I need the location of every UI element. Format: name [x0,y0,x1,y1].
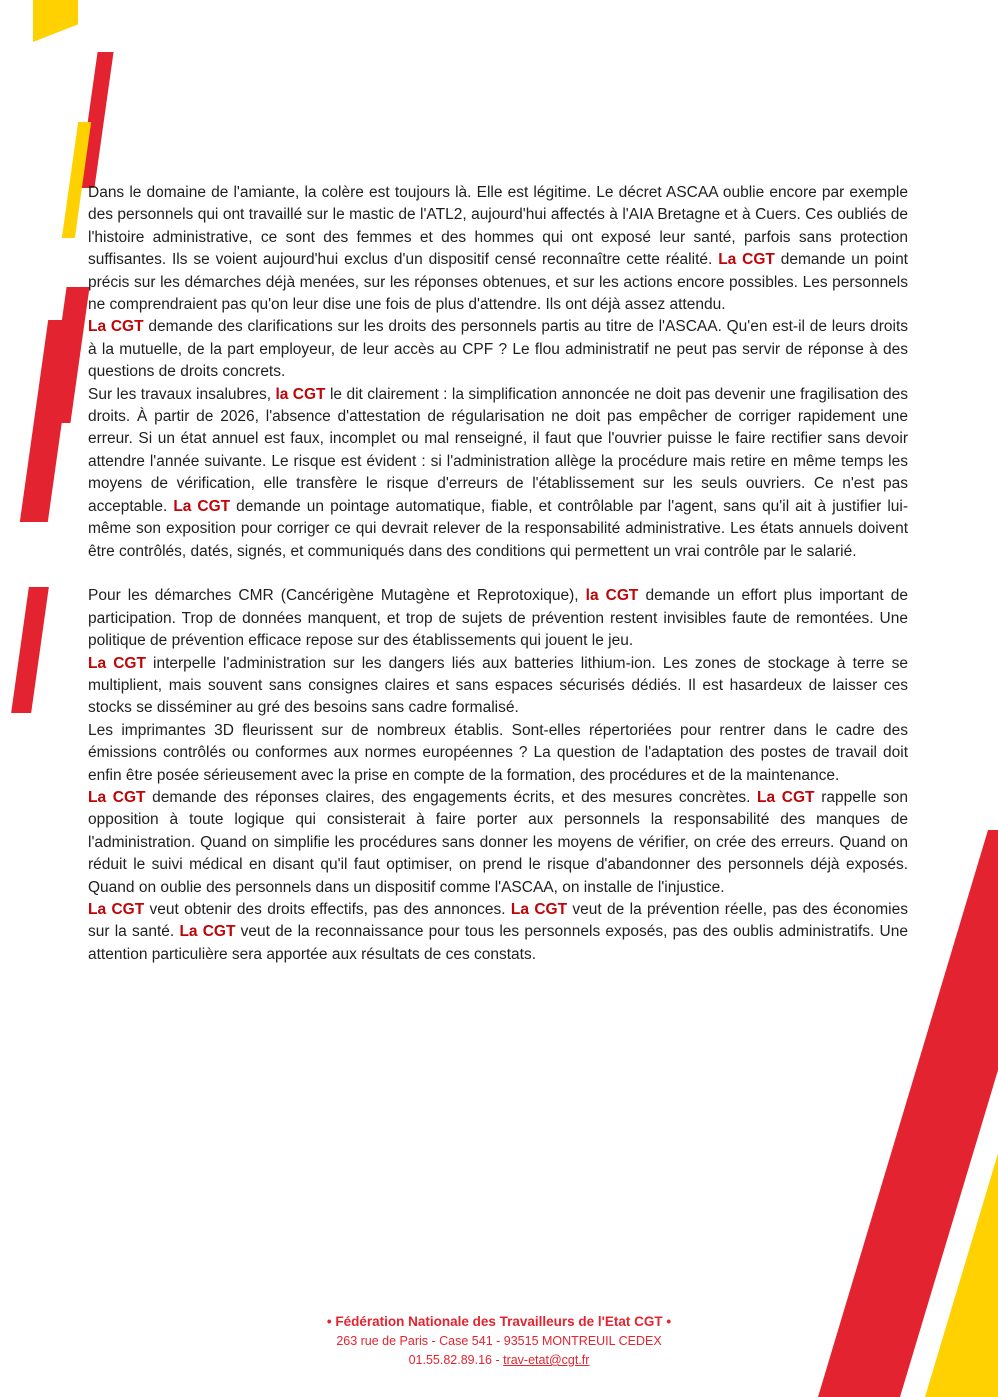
document-body [88,182,908,966]
paragraph [88,653,908,720]
paragraph [88,899,908,966]
text-run: demande un pointage automatique, fiable, et contrôlable par l'agent, sans qu'il ait à justifier lui-même son exposition pour corriger ce qui devrait relever de la responsabilité administrative. Les états annuels doivent être contrôlés, datés, signés, et communiqués dans des conditions qui permettent un vrai contrôle par le salarié. [88,497,908,560]
text-run: demande un effort plus important de participation. Trop de données manquent, et trop de sujets de prévention restent invisibles faute de remontées. Une politique de prévention efficace repose sur des établissements qui jouent le jeu. [88,587,909,650]
text-run: Les imprimantes 3D fleurissent sur de nombreux établis. Sont-elles répertoriées pour rentrer dans le cadre des émissions contrôlés ou conformes aux normes européennes ? La question de l'adaptation des postes de travail doit enfin être posée sérieusement avec la prise en compte de la formation, des procédures et de la maintenance. [88,721,908,784]
cgt-emphasis: La CGT [718,251,775,269]
paragraph [88,182,908,316]
text-run: veut obtenir des droits effectifs, pas des annonces. [144,900,511,918]
deco-red-slash-4 [11,587,49,713]
cgt-emphasis: La CGT [179,923,236,941]
cgt-emphasis: la CGT [585,587,639,605]
text-run: veut de la prévention réelle, pas des économies sur la santé. [88,900,909,941]
text-run: Pour les démarches CMR (Cancérigène Mutagène et Reprotoxique), [88,587,586,605]
footer-contact-line [0,1353,998,1367]
text-run: demande un point précis sur les démarches déjà menées, sur les réponses obtenues, et sur les actions encore possibles. Les personnels ne comprendraient pas qu'on leur dise une fois de plus d'attendre. Ils ont déjà assez attendu. [88,251,908,314]
paragraph [88,720,908,787]
paragraph [88,585,908,652]
deco-yellow-block-top-left [33,0,78,42]
text-run: rappelle son opposition à toute logique qui consisterait à faire porter aux personnels la responsabilité des manques de l'administration. Quand on simplifie les procédures sans donner les moyens de vérifier, on crée des erreurs. Quand on réduit le suivi médical en disant qu'il faut optimiser, on prend le risque d'abandonner des personnels déjà exposés. Quand on oublie des personnels dans un dispositif comme l'ASCAA, on installe de l'injustice. [88,788,908,896]
footer-org-line: • Fédération Nationale des Travailleurs de l'Etat CGT • [326,1314,672,1329]
text-run: Sur les travaux insalubres, [88,385,276,403]
cgt-emphasis: La CGT [88,900,145,918]
cgt-emphasis: La CGT [757,788,815,806]
paragraph [88,316,908,383]
cgt-emphasis: La CGT [88,654,146,672]
footer-phone: 01.55.82.89.16 - [408,1353,504,1367]
text-run: le dit clairement : la simplification annoncée ne doit pas devenir une fragilisation des droits. À partir de 2026, l'absence d'attestation de régularisation ne doit pas empêcher de corriger rapidement une erreur. Si un état annuel est faux, incomplet ou mal renseigné, il faut que l'ouvrier puisse le faire rectifier sans devoir attendre l'année suivante. Le risque est évident : si l'administration allège la procédure mais retire en même temps les moyens de vérification, elle transfère le risque d'erreurs de l'établissement sur les seuls ouvriers. Ce n'est pas acceptable. [88,385,908,515]
footer-email-link[interactable]: trav-etat@cgt.fr [503,1353,590,1367]
text-run: demande des réponses claires, des engagements écrits, et des mesures concrètes. [145,788,758,806]
cgt-emphasis: la CGT [275,385,326,403]
footer-address-line: 263 rue de Paris - Case 541 - 93515 MONTREUIL CEDEX [336,1334,662,1348]
text-run: Dans le domaine de l'amiante, la colère est toujours là. Elle est légitime. Le décret ASCAA oublie encore par exemple des personnels qui ont travaillé sur le mastic de l'ATL2, aujourd'hui affectés à l'AIA Bretagne et à Cuers. Ces oubliés de l'histoire administrative, ce sont des femmes et des hommes qui ont exposé leur santé, parfois sans protection suffisantes. Ils se voient aujourd'hui exclus d'un dispositif censé reconnaître cette réalité. [88,184,908,269]
page-footer [0,1314,998,1367]
cgt-emphasis: La CGT [510,900,568,918]
cgt-emphasis: La CGT [173,497,231,515]
cgt-emphasis: La CGT [88,318,144,336]
text-run: veut de la reconnaissance pour tous les personnels exposés, pas des oublis administratifs. Une attention particulière sera apportée aux résultats de ces constats. [88,923,908,963]
cgt-emphasis: La CGT [88,788,146,806]
text-run: demande des clarifications sur les droits des personnels partis au titre de l'ASCAA. Qu'en est-il de leurs droits à la mutuelle, de la part employeur, de leur accès au CPF ? Le flou administratif ne peut pas servir de réponse à des questions de droits concrets. [88,318,908,381]
paragraph [88,787,908,899]
paragraph [88,384,908,563]
text-run: interpelle l'administration sur les dangers liés aux batteries lithium-ion. Les zones de stockage à terre se multiplient, mais souvent sans consignes claires et sans espaces sécurisés dédiés. Il est hasardeux de laisser ces stocks se disséminer au gré des besoins sans cadre formalisé. [88,654,908,717]
